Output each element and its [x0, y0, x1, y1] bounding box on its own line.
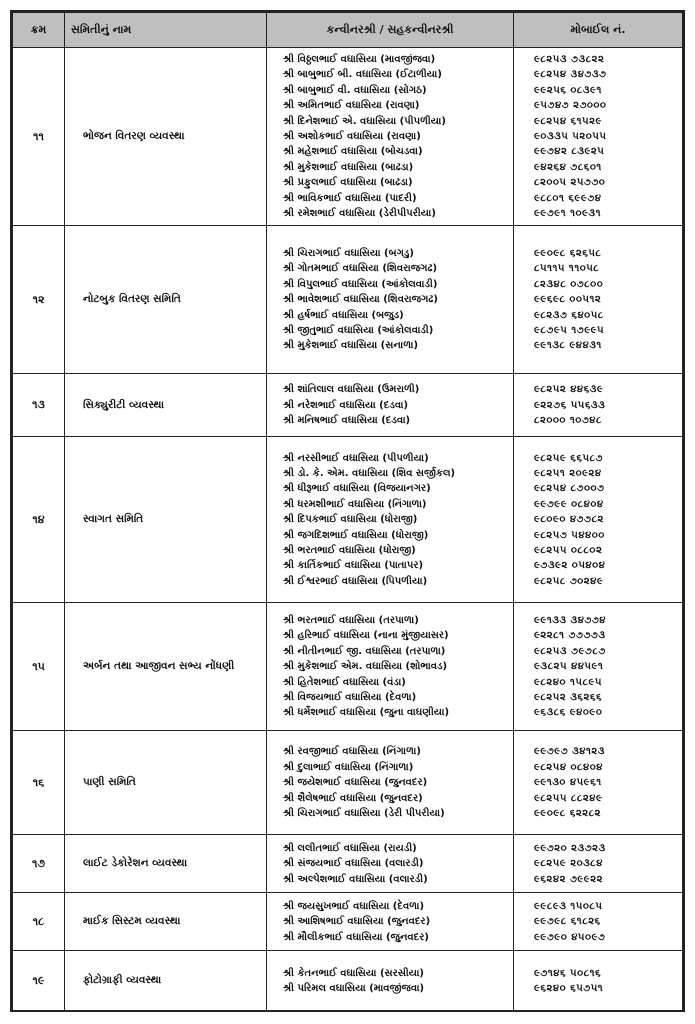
row-number: ૧૪ — [13, 437, 65, 603]
committee-name: સિક્યુરીટી વ્યવસ્થા — [65, 374, 267, 437]
convener-name: શ્રી વિજયભાઈ વઘાસિયા (દેવળા) — [283, 692, 417, 704]
table-row — [13, 731, 683, 835]
mobile-number: ૮૨૦૦૦ ૧૦૭૪૮ — [534, 415, 602, 427]
convener-list — [267, 731, 514, 835]
mobile-number: ૮૨૩૪૮ ૦૭૮૦૦ — [534, 278, 604, 290]
convener-name: શ્રી પરિમલ વઘાસિયા (માવજીંજવા) — [283, 982, 425, 994]
convener-name: શ્રી શાંતિલાલ વઘાસિયા (ઉમરાળી) — [283, 384, 420, 396]
convener-name: શ્રી દુલાભાઈ વઘાસિયા (નિંગાળા) — [283, 761, 414, 773]
convener-name: શ્રી શૈલેષભાઈ વઘાસિયા (જુનવદર) — [283, 792, 423, 804]
convener-list — [267, 603, 514, 731]
mobile-number: ૯૮૨૩૭ ૬૪૦૫૮ — [534, 309, 604, 321]
convener-name: શ્રી અશોકભાઈ વઘાસિયા (રાવણા) — [283, 131, 421, 143]
convener-name: શ્રી વિઠ્ઠલભાઈ વઘાસિયા (માવજીંજવા) — [283, 54, 436, 65]
mobile-number: ૯૪૨૬૪ ૭૮૬૦૧ — [534, 161, 602, 173]
table-row — [13, 437, 683, 603]
mobile-number: ૮૨૦૦૫ ૨૫૭૭૦ — [534, 177, 606, 189]
convener-name: શ્રી અલ્પેશભાઈ વઘાસિયા (વલારડી) — [283, 873, 428, 885]
convener-name: શ્રી મુકેશભાઈ એમ. વઘાસિયા (શોભાવડ) — [283, 661, 448, 673]
committee-name: સ્વાગત સમિતિ — [65, 437, 267, 603]
committee-name: નોટબુક વિતરણ સમિતિ — [65, 226, 267, 374]
mobile-number: ૯૮૨૫૫ ૦૮૮૦૨ — [534, 545, 603, 557]
convener-name: શ્રી ધરમશીભાઈ વઘાસિયા (નિંગાળા) — [283, 498, 427, 510]
convener-name: શ્રી વિપુલભાઈ વઘાસિયા (આંકોલવાડી) — [283, 278, 438, 290]
mobile-number: ૯૯૭૯૭ ૩૪૧૨૩ — [534, 746, 605, 758]
table-row — [13, 48, 683, 226]
row-number: ૧૯ — [13, 951, 65, 1011]
table-row — [13, 893, 683, 951]
convener-name: શ્રી મુકેશભાઈ વઘાસિયા (સનાળા) — [283, 340, 419, 352]
convener-list — [267, 48, 514, 226]
mobile-number: ૯૮૨૫૯ ૨૦૩૮૪ — [534, 858, 604, 870]
mobile-number: ૯૮૨૫૪ ૬૧૫૨૯ — [534, 115, 602, 127]
committee-name: ભોજન વિતરણ વ્યવસ્થા — [65, 48, 267, 226]
mobile-number: ૯૨૨૮૧ ૭૭૭૭૩ — [534, 630, 606, 642]
convener-name: શ્રી જીતુભાઈ વઘાસિયા (આંકોલવાડી) — [283, 325, 434, 337]
mobile-list — [514, 226, 683, 374]
mobile-number: ૯૮૨૫૭ ૫૪૪૦૦ — [534, 529, 605, 541]
convener-name: શ્રી દિપકભાઈ વઘાસિયા (ધોરાજી) — [283, 514, 418, 526]
convener-name: શ્રી જગદિશભાઈ વઘાસિયા (ધોરાજી) — [283, 529, 429, 541]
convener-name: શ્રી લલીતભાઈ વઘાસિયા (રાયડી) — [283, 842, 417, 854]
convener-name: શ્રી ભરતભાઈ વઘાસિયા (ધોરાજી) — [283, 545, 416, 557]
convener-name: શ્રી ચિરાગભાઈ વઘાસિયા (ડેરી પીપરીયા) — [283, 808, 445, 820]
convener-name: શ્રી ડો. કે. એમ. વઘાસિયા (શિવ સર્જીકલ) — [283, 468, 456, 480]
mobile-number: ૮૫૧૧૫ ૧૧૦૫૮ — [534, 263, 600, 275]
mobile-number: ૯૮૨૫૮ ૭૦૨૪૯ — [534, 575, 604, 587]
convener-name: શ્રી દિનેશભાઈ એ. વઘાસિયા (પીપળીયા) — [283, 115, 446, 127]
committee-name: પાણી સમિતિ — [65, 731, 267, 835]
row-number: ૧૬ — [13, 731, 65, 835]
mobile-number: ૯૮૭૯૫ ૧૭૯૯૫ — [534, 325, 605, 337]
mobile-number: ૯૯૭૯૧ ૧૦૯૩૧ — [534, 208, 601, 220]
mobile-list — [514, 835, 683, 893]
mobile-number: ૯૫૭૪૭ ૨૭૦૦૦ — [534, 100, 607, 112]
convener-name: શ્રી મૌલીકભાઈ વઘાસિયા (જુનવદર) — [283, 931, 429, 943]
convener-name: શ્રી હિતેશભાઈ વઘાસિયા (વંડા) — [283, 676, 406, 688]
convener-list — [267, 835, 514, 893]
committee-name: અર્બન તથા આજીવન સભ્ય નોંધણી — [65, 603, 267, 731]
mobile-number: ૯૮૨૪૦ ૧૫૮૯૫ — [534, 676, 602, 688]
convener-name: શ્રી બાબુભાઈ બી. વઘાસિયા (ઈટાળીયા) — [283, 69, 442, 81]
mobile-list — [514, 603, 683, 731]
convener-name: શ્રી નરસીભાઈ વઘાસિયા (પીપળીયા) — [283, 452, 429, 464]
convener-name: શ્રી ભાવેશભાઈ વઘાસિયા (શિવરાજગઢ) — [283, 294, 438, 306]
convener-name: શ્રી મુકેશભાઈ વઘાસિયા (બાઢડા) — [283, 161, 414, 173]
convener-name: શ્રી પ્રફુલભાઈ વઘાસિયા (બાઢડા) — [283, 177, 413, 189]
convener-list — [267, 226, 514, 374]
row-number: ૧૨ — [13, 226, 65, 374]
convener-name: શ્રી હરિભાઈ વઘાસિયા (નાના મુંજીયાસર) — [283, 630, 449, 642]
convener-name: શ્રી ભાવિકભાઈ વઘાસિયા (પાદરી) — [283, 192, 417, 204]
table-body — [13, 48, 683, 1011]
convener-name: શ્રી કાર્તિકભાઈ વઘાસિયા (પાતાપર) — [283, 560, 424, 572]
mobile-number: ૯૯૭૯૮ ૬૧૮૨૬ — [534, 916, 601, 928]
mobile-list — [514, 893, 683, 951]
convener-name: શ્રી રમેશભાઈ વઘાસિયા (ડેરીપીપરીયા) — [283, 208, 436, 220]
convener-name: શ્રી સંજયભાઈ વઘાસિયા (વલારડી) — [283, 858, 424, 870]
committee-name: લાઈટ ડેકોરેશન વ્યવસ્થા — [65, 835, 267, 893]
mobile-number: ૯૮૨૫૨ ૪૪૬૩૯ — [534, 384, 604, 396]
table-row — [13, 226, 683, 374]
mobile-number: ૯૬૩૮૬ ૯૪૦૯૦ — [534, 707, 603, 719]
convener-name: શ્રી નીતીનભાઈ જી. વઘાસિયા (તરપાળા) — [283, 645, 446, 657]
committee-table-sheet — [10, 10, 685, 1012]
mobile-list — [514, 374, 683, 437]
table-row — [13, 603, 683, 731]
mobile-number: ૯૮૨૫૯ ૬૬૫૮૭ — [534, 452, 603, 464]
mobile-number: ૯૯૭૪૨ ૮૩૯૨૫ — [534, 146, 605, 158]
table-row — [13, 374, 683, 437]
mobile-number: ૯૯૧૩૩ ૩૪૭૭૪ — [534, 615, 607, 627]
mobile-number: ૯૯૭૯૦ ૪૫૦૯૭ — [534, 931, 606, 943]
convener-name: શ્રી જયસુખભાઈ વઘાસિયા (દેવળા) — [283, 900, 425, 912]
convener-name: શ્રી ધીરૂભાઈ વઘાસિયા (વિજયાનગર) — [283, 483, 431, 495]
convener-name: શ્રી હર્ષભાઈ વઘાસિયા (બજુડ) — [283, 309, 404, 321]
mobile-number: ૯૯૦૯૮ ૬૨૬૫૮ — [534, 248, 602, 260]
committee-name: ફોટોગ્રાફી વ્યવસ્થા — [65, 951, 267, 1011]
mobile-number: ૯૨૨૭૬ ૫૫૬૩૩ — [534, 399, 606, 411]
mobile-number: ૯૮૨૫૩ ૭૩૮૨૨ — [534, 54, 605, 65]
mobile-number: ૯૮૦૯૦ ૪૭૭૮૨ — [534, 514, 604, 526]
mobile-number: ૯૬૨૪૦ ૬૫૭૫૧ — [534, 982, 604, 994]
mobile-list — [514, 731, 683, 835]
mobile-number: ૯૮૨૫૩ ૭૯૭૮૭ — [534, 645, 606, 657]
row-number: ૧૧ — [13, 48, 65, 226]
mobile-number: ૯૮૨૫૨ ૩૬૨૬૬ — [534, 692, 603, 704]
convener-list — [267, 437, 514, 603]
convener-name: શ્રી મનિષભાઈ વઘાસિયા (દડવા) — [283, 415, 411, 427]
convener-name: શ્રી કેતનભાઈ વઘાસિયા (સરસીયા) — [283, 967, 424, 979]
convener-name: શ્રી ધર્મેશભાઈ વઘાસિયા (જુના વાઘણીયા) — [283, 707, 450, 719]
convener-name: શ્રી ચિરાગભાઈ વઘાસિયા (બગડુ) — [283, 248, 414, 260]
committee-name: માઈક સિસ્ટમ વ્યવસ્થા — [65, 893, 267, 951]
convener-list — [267, 374, 514, 437]
mobile-number: ૯૩૮૨૫ ૪૪૫૯૧ — [534, 661, 604, 673]
mobile-number: ૯૯૮૯૩ ૧૫૦૮૫ — [534, 900, 603, 912]
mobile-number: ૯૯૬૯૮ ૦૦૫૧૨ — [534, 294, 602, 306]
row-number: ૧૮ — [13, 893, 65, 951]
table-row — [13, 835, 683, 893]
mobile-number: ૯૯૦૯૮ ૬૨૨૮૨ — [534, 808, 601, 820]
convener-name: શ્રી જયેશભાઈ વઘાસિયા (જુનવદર) — [283, 777, 428, 789]
mobile-number: ૯૮૨૫૫ ૮૮૨૪૯ — [534, 792, 603, 804]
mobile-number: ૯૯૧૩૦ ૪૫૯૬૧ — [534, 777, 602, 789]
mobile-number: ૯૦૩૩૫ ૫૨૦૫૫ — [534, 131, 607, 143]
mobile-number: ૯૮૨૫૧ ૨૦૯૨૪ — [534, 468, 602, 480]
mobile-list — [514, 437, 683, 603]
row-number: ૧૭ — [13, 835, 65, 893]
convener-name: શ્રી ગોતમભાઈ વઘાસિયા (શિવરાજગઢ) — [283, 263, 438, 275]
mobile-number: ૯૮૨૫૪ ૮૭૦૦૭ — [534, 483, 605, 495]
convener-name: શ્રી અમિતભાઈ વઘાસિયા (રાવણા) — [283, 100, 420, 112]
mobile-number: ૯૮૮૦૧ ૬૯૯૭૪ — [534, 192, 602, 204]
mobile-number: ૯૯૭૨૦ ૨૩૭૨૩ — [534, 842, 606, 854]
header-num: ક્રમ — [13, 13, 65, 48]
mobile-number: ૯૯૭૯૯ ૦૮૪૦૪ — [534, 498, 604, 510]
mobile-number: ૯૭૧૪૬ ૫૦૮૧૬ — [534, 967, 602, 979]
convener-list — [267, 893, 514, 951]
mobile-number: ૯૮૨૫૪ ૩૪૭૩૭ — [534, 69, 607, 81]
mobile-list — [514, 48, 683, 226]
convener-name: શ્રી બાબુભાઈ વી. વઘાસિયા (સોગઠ) — [283, 84, 427, 96]
mobile-number: ૯૯૨૫૬ ૦૮૩૯૧ — [534, 84, 602, 96]
convener-name: શ્રી ભરતભાઈ વઘાસિયા (તરપાળા) — [283, 615, 419, 627]
convener-name: શ્રી નરેશભાઈ વઘાસિયા (દડવા) — [283, 399, 409, 411]
convener-name: શ્રી રવજીભાઈ વઘાસિયા (નિંગાળા) — [283, 746, 421, 758]
committee-table — [12, 12, 683, 1011]
header-convener: કન્વીનરશ્રી / સહકન્વીનરશ્રી — [267, 13, 514, 48]
row-number: ૧૫ — [13, 603, 65, 731]
header-row — [13, 13, 683, 48]
convener-name: શ્રી આશિષભાઈ વઘાસિયા (જુનવદર) — [283, 916, 431, 928]
table-row — [13, 951, 683, 1011]
mobile-number: ૯૭૩૯૨ ૦૫૪૦૪ — [534, 560, 606, 572]
mobile-list — [514, 951, 683, 1011]
mobile-number: ૯૮૨૫૪ ૦૮૪૦૪ — [534, 761, 603, 773]
mobile-number: ૯૯૧૩૮ ૯૪૪૩૧ — [534, 340, 602, 352]
header-committee-name: સમિતીનું નામ — [65, 13, 267, 48]
convener-name: શ્રી મહેશભાઈ વઘાસિયા (બોચડવા) — [283, 146, 423, 158]
mobile-number: ૯૬૨૪૨ ૭૯૯૨૨ — [534, 873, 603, 885]
header-mobile: મોબાઈલ નં. — [514, 13, 683, 48]
convener-list — [267, 951, 514, 1011]
convener-name: શ્રી ઈશ્વરભાઈ વઘાસિયા (પિપળીયા) — [283, 575, 428, 587]
row-number: ૧૩ — [13, 374, 65, 437]
